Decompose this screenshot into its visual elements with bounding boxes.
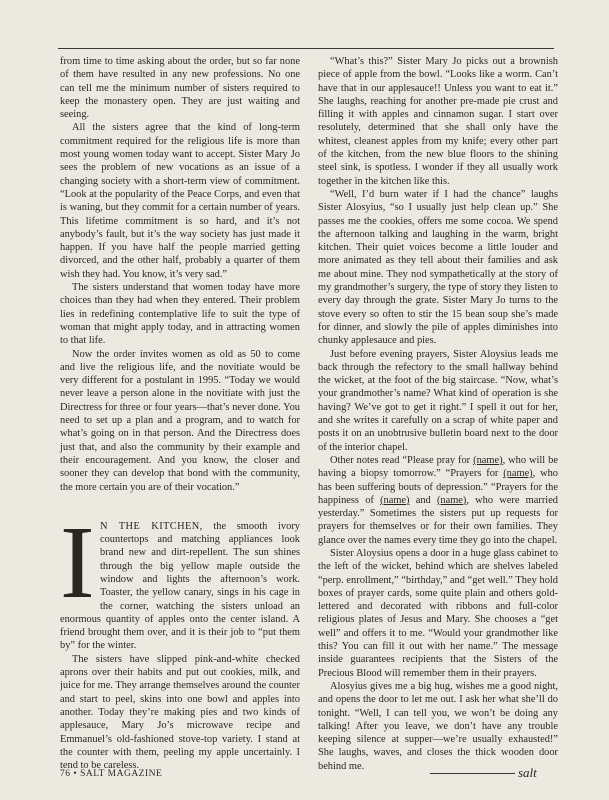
text-run: , who will be having a biopsy tomorrow.” “Prayers for [318,454,558,480]
section-lead-words: N THE KITCHEN, [100,520,203,532]
paragraph: “Well, I’d burn water if I had the chance” laughs Sister Alosyius, “so I usually just help clean up.” She passes me the cookies, offers me some cocoa. We spend the afternoon talking and laughing in the warm, bright kitchen. Their quiet voices become a little louder and more animated as they tell about their families and ask me about mine. They nod sympathetically at the story of my grandmother’s surgery, the type of story they listen to every day through the grate. Sister Mary Jo turns to the stove every so often to stir the 15 bean soup she’s made for dinner, and slowly the pile of apples diminishes into chunky applesauce and pies. [318,188,558,347]
left-column [60,55,300,772]
paragraph: Sister Aloysius opens a door in a huge glass cabinet to the left of the wicket, behind which are shelves labeled “perp. enrollment,” “birthday,” and “get well.” They hold boxes of prayer cards, some quite plain and others gold-lettered and decorated with ribbons and full-color religious plates of Jesus and Mary. She chooses a “get well” and offers it to me. “Would your grandmother like this? You can fill it out with her name.” The message inside guarantees recipients that the Sisters of the Precious Blood will remember them in their prayers. [318,547,558,679]
page-folio: 76 • SALT MAGAZINE [60,769,163,779]
name-placeholder: (name) [473,454,503,466]
kitchen-section [60,520,300,773]
right-column [318,55,558,773]
paragraph: Now the order invites women as old as 50 to come and live the religious life, and the novitiate would be very different for a postulant in 1995. “Today we would never leave a person alone in the novitiate with just the Directress for three or four years—that’s never done. You need to set up a plan and a program, and to watch for what’s going on in that person. And the Directress does just that, and also the community by their example and their encouragement. And you know, the closer and sooner they can develop that bond with the community, the more certain you are of their vocation.” [60,348,300,493]
text-run: , who has been suffering bouts of depression.” “Prayers for the happiness of [318,468,559,506]
section-spacer [60,494,300,520]
paragraph: Alosyius gives me a big hug, wishes me a good night, and opens the door to let me out. I ask her what she’ll do tonight. “Well, I can tell you, we won’t be doing any talking! After you leave, we don’t have any trouble keeping silence at supper—we’re usually exhausted!” She laughs, waves, and closes the thick wooden door behind me. [318,680,558,772]
section-lead-paragraph [60,520,300,653]
paragraph: The sisters have slipped pink-and-white checked aprons over their habits and put out cookies, milk, and juice for me. They arrange themselves around the counter and start to peel, skins into one bowl and apples into another. Today they’re making pies and two kinds of applesauce, Mary Jo’s microwave recipe and Emmanuel’s old-fashioned stove-top variety. I stand at the counter with them, peeling my apple uncertainly. I tend to be careless. [60,653,300,772]
paragraph: Just before evening prayers, Sister Aloysius leads me back through the refectory to the small hallway behind the wicket, at the foot of the big staircase. “Now, what’s your grandmother’s name? What kind of operation is she having? We’ve got to get it right.” I spell it out for her, and she writes it carefully on a scrap of white paper and posts it on an unobtrusive bulletin board next to the door of the interior chapel. [318,348,558,453]
prayer-notes-paragraph [318,454,558,547]
text-run: and [409,494,437,506]
name-placeholder: (name) [380,494,410,506]
section-lead-text: the smooth ivory countertops and matching appliances look brand new and dirt-repellent. The sun shines through the big yellow maple outside the window and lights the afternoon’s work. Toaster, the yellow canary, sings in his cage in the corner, watching the sisters unload an enormous quantity of apples onto the center island. A friend brought them over, and it is their job to “put them by” for the winter. [60,520,300,652]
drop-cap: I [60,519,95,620]
paragraph: from time to time asking about the order, but so far none of them have resulted in any new professions. No one can tell me the minimum number of sisters required to keep the monastery open. They are just waiting and seeing. [60,56,300,121]
name-placeholder: (name) [503,468,533,480]
end-rule [430,773,515,774]
text-run: , who were married yesterday.” Sometimes the sisters put up requests for prayers for themselves or for their own families. They glance over the names every time they go into the chapel. [318,494,558,546]
paragraph: The sisters understand that women today have more choices than they had when they entered. Their problem lies in redefining contemplative life to suit the type of woman that might apply today, and in attracting women to that life. [60,282,300,347]
paragraph: All the sisters agree that the kind of long-term commitment required for the religious life is more than most young women today want to accept. Sister Mary Jo sees the problem of new vocations as an issue of a changing society with a short-term view of commitment. “Look at the popularity of the Peace Corps, and even that is waning, but they commit for a certain number of years. This lifetime commitment is so hard, and it’s not anybody’s fault, but it’s the way society has just made it happen. If you have half the people married getting divorced, and the other half, probably a quarter of them wish they had. You know, it’s very sad.” [60,122,300,280]
end-mark: salt [518,765,537,780]
name-placeholder: (name) [436,494,467,506]
top-rule [58,48,554,49]
text-run: Other notes read “Please pray for [330,454,474,466]
paragraph: “What’s this?” Sister Mary Jo picks out a brownish piece of apple from the bowl. “Looks like a worm. Can’t have that in our applesauce!! Unless you want to eat it.” She laughs, reaching for another pre-made pie crust and filling it with apples and cinnamon sugar. I start over resolutely, determined that she shall only have the whitest, cleanest apples from my knife; every other part of the kitchen, from the new blue floors to the shining steel sink, is spotless. I wonder if they all usually work together in the kitchen like this. [318,56,558,187]
